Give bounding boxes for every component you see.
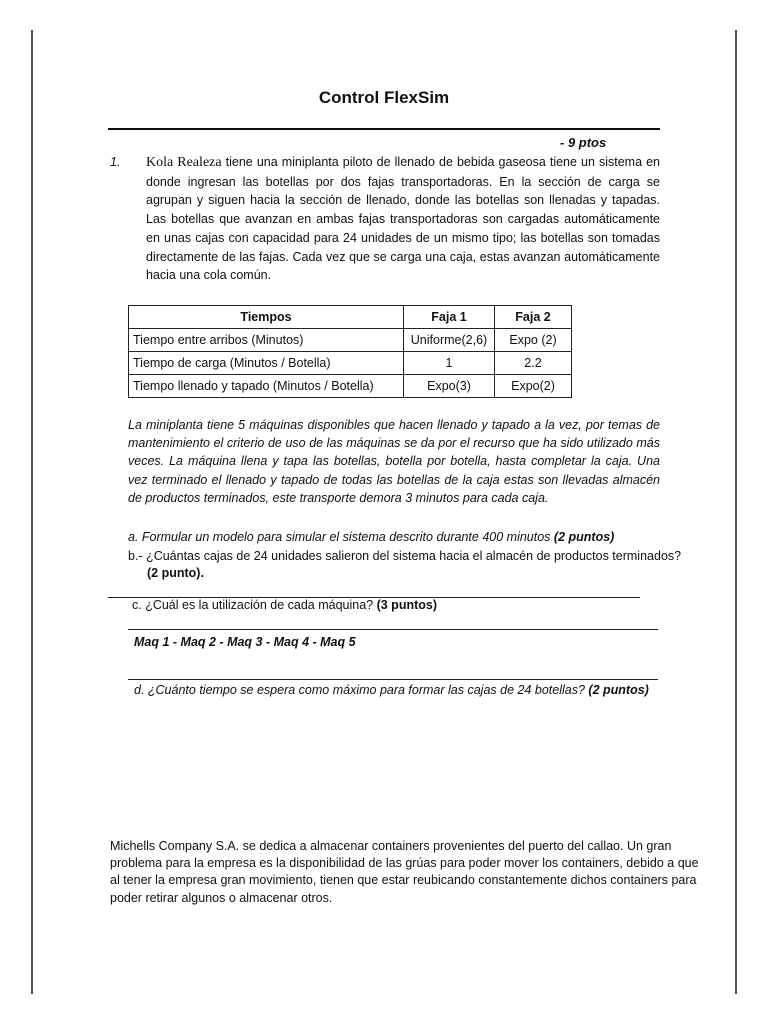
question-d-text: d. ¿Cuánto tiempo se espera como máximo para formar las cajas de 24 botellas? xyxy=(134,683,585,697)
brand-name: Kola Realeza xyxy=(146,155,222,170)
table-cell: Tiempo de carga (Minutos / Botella) xyxy=(129,352,404,375)
system-description: La miniplanta tiene 5 máquinas disponibles que hacen llenado y tapado a la vez, por temas de mantenimiento el criterio de uso de las máquinas se da por el recurso que ha sido utilizado más veces. La máquina llena y tapa las botellas, botella por botella, hasta completar la caja. Una vez terminado el llenado y tapado de todas las botellas de la caja estas son llevadas almacén de productos terminados, este transporte demora 3 minutos para cada caja. xyxy=(128,418,660,505)
header-faja-1: Faja 1 xyxy=(404,306,495,329)
table-row xyxy=(129,375,572,398)
question-b xyxy=(128,548,708,582)
question-a xyxy=(128,530,614,544)
machines-list: Maq 1 - Maq 2 - Maq 3 - Maq 4 - Maq 5 xyxy=(134,635,356,649)
table-cell: Uniforme(2,6) xyxy=(404,329,495,352)
table-row xyxy=(129,329,572,352)
table-cell: Expo (2) xyxy=(495,329,572,352)
table-cell: Tiempo llenado y tapado (Minutos / Botella) xyxy=(129,375,404,398)
question-2-text: Michells Company S.A. se dedica a almacenar containers provenientes del puerto del callao. Un gran problema para la empresa es la disponibilidad de las grúas para poder mover los containers, debido a que al tener la empresa gran movimiento, tienen que estar reubicando constantemente dichos containers para poder retirar algunos o almacenar otros. xyxy=(110,839,699,905)
question-1-text xyxy=(146,153,660,285)
question-b-text: b.- ¿Cuántas cajas de 24 unidades salieron del sistema hacia el almacén de productos terminados? xyxy=(128,549,682,563)
question-b-points: (2 punto). xyxy=(147,566,204,580)
answer-line-c xyxy=(128,629,658,630)
table-cell: Expo(3) xyxy=(404,375,495,398)
question-d xyxy=(134,683,649,697)
question-a-text: a. Formular un modelo para simular el sistema descrito durante 400 minutos xyxy=(128,530,551,544)
table-cell: Expo(2) xyxy=(495,375,572,398)
question-1-body: tiene una miniplanta piloto de llenado de bebida gaseosa tiene un sistema en donde ingresan las botellas por dos fajas transportadoras. En la sección de carga se agrupan y siguen hacia la sección de llenado, donde las botellas son llenadas y tapadas. Las botellas que avanzan en ambas fajas transportadoras son cargadas automáticamente en unas cajas con capacidad para 24 unidades de un mismo tipo; las botellas son tomadas directamente de las fajas. Cada vez que se carga una caja, estas avanzan automáticamente hacia una cola común. xyxy=(146,155,660,283)
points-label: - 9 ptos xyxy=(560,135,607,150)
table-cell: Tiempo entre arribos (Minutos) xyxy=(129,329,404,352)
question-number: 1. xyxy=(110,155,121,169)
question-a-points: (2 puntos) xyxy=(553,530,615,544)
answer-line-machines xyxy=(128,679,658,680)
table-header-row xyxy=(129,306,572,329)
table-row xyxy=(129,352,572,375)
page-border-left xyxy=(31,30,33,994)
question-d-points: (2 puntos) xyxy=(588,683,649,697)
page-border-right xyxy=(735,30,737,994)
table-cell: 1 xyxy=(404,352,495,375)
header-tiempos: Tiempos xyxy=(129,306,404,329)
page-title: Control FlexSim xyxy=(318,88,450,107)
header-faja-2: Faja 2 xyxy=(495,306,572,329)
question-c-text: c. ¿Cuál es la utilización de cada máquina? xyxy=(132,598,374,612)
question-c-points: (3 puntos) xyxy=(376,598,438,612)
title-divider xyxy=(108,128,660,130)
question-c xyxy=(132,598,437,612)
table-cell: 2.2 xyxy=(495,352,572,375)
times-table xyxy=(128,305,572,398)
